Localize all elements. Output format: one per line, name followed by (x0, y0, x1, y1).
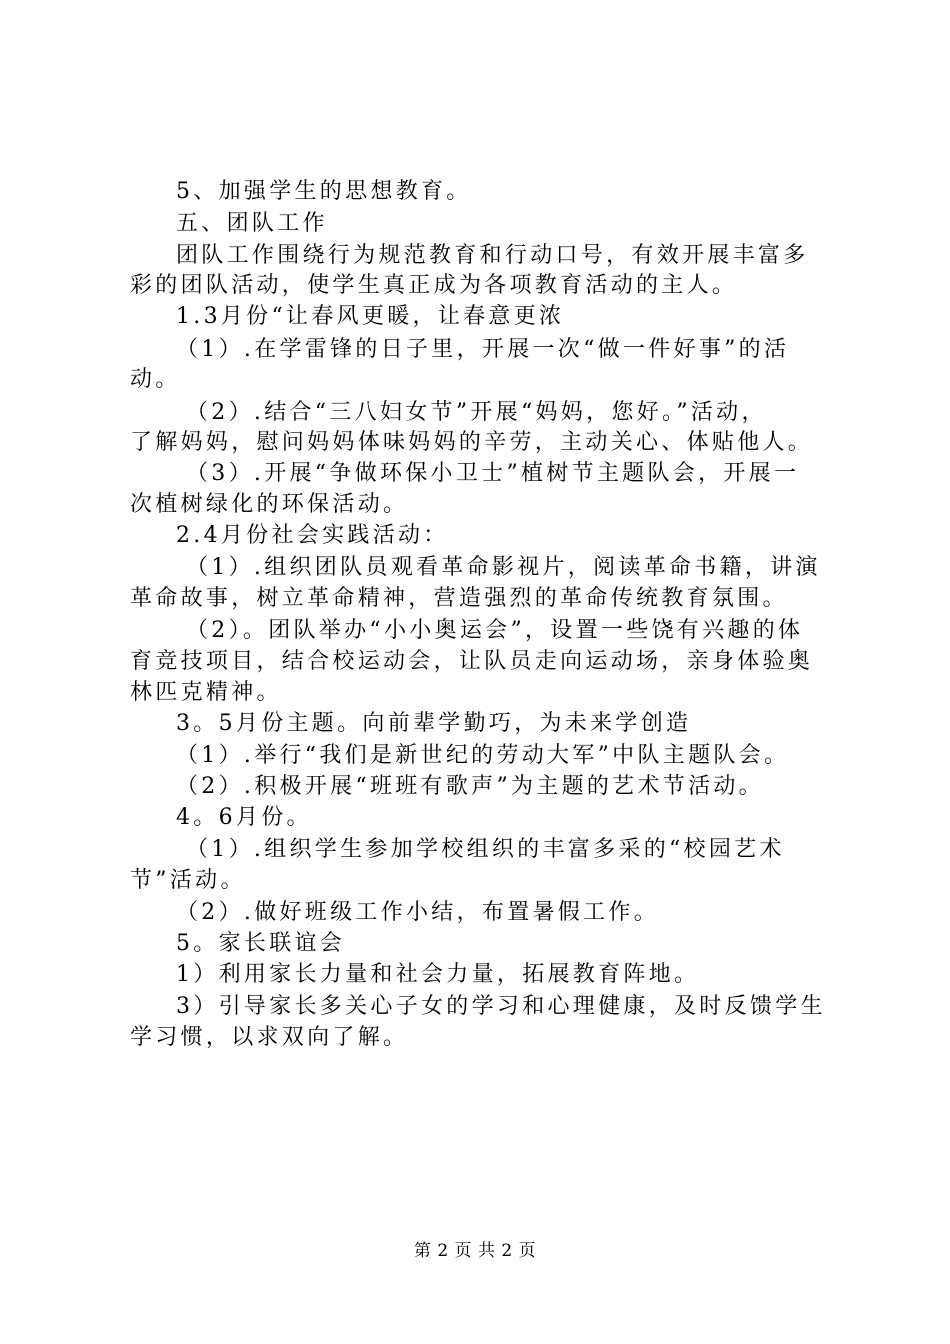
text-line: 林匹克精神。 (130, 680, 282, 705)
text-line: 彩的团队活动，使学生真正成为各项教育活动的主人。 (130, 273, 738, 298)
text-line: （3）.开展“争做环保小卫士”植树节主题队会，开展一 (186, 461, 800, 486)
text-line: 团队工作围绕行为规范教育和行动口号，有效开展丰富多 (176, 243, 809, 268)
subheading: 2.4月份社会实践活动： (176, 523, 449, 548)
text-line: 节”活动。 (130, 868, 246, 893)
text-line: （2）.结合“三八妇女节”开展“妈妈，您好。”活动， (186, 400, 767, 425)
text-line: 3）引导家长多关心子女的学习和心理健康，及时反馈学生 (176, 994, 826, 1019)
text-line: （2）。团队举办“小小奥运会”，设置一些饶有兴趣的体 (186, 618, 804, 643)
text-line: 5、加强学生的思想教育。 (176, 179, 472, 204)
text-line: （2）.做好班级工作小结，布置暑假工作。 (176, 900, 659, 925)
page-number: 第 2 页 共 2 页 (413, 1241, 537, 1261)
text-line: （1）.组织团队员观看革命影视片，阅读革命书籍，讲演 (186, 555, 821, 580)
text-line: （2）.积极开展“班班有歌声”为主题的艺术节活动。 (176, 774, 764, 799)
text-line: 育竞技项目，结合校运动会，让队员走向运动场，亲身体验奥 (130, 649, 814, 674)
subheading: 4。6月份。 (176, 805, 312, 830)
text-line: 革命故事，树立革命精神，营造强烈的革命传统教育氛围。 (130, 586, 788, 611)
text-line: （1）.在学雷锋的日子里，开展一次“做一件好事”的活 (176, 337, 790, 362)
text-line: （1）.举行“我们是新世纪的劳动大军”中队主题队会。 (176, 743, 790, 768)
text-line: 学习惯，以求双向了解。 (130, 1025, 409, 1050)
text-line: 了解妈妈，慰问妈妈体味妈妈的辛劳，主动关心、体贴他人。 (130, 430, 814, 455)
text-line: 1）利用家长力量和社会力量，拓展教育阵地。 (176, 962, 700, 987)
subheading: 1.3月份“让春风更暖，让春意更浓 (176, 304, 565, 329)
section-heading: 五、团队工作 (176, 211, 328, 236)
subheading: 3。5月份主题。向前辈学勤巧，为未来学创造 (176, 711, 692, 736)
text-line: （1）.组织学生参加学校组织的丰富多采的“校园艺术 (186, 837, 785, 862)
text-line: 动。 (130, 367, 181, 392)
text-line: 次植树绿化的环保活动。 (130, 492, 409, 517)
subheading: 5。家长联谊会 (176, 931, 346, 956)
